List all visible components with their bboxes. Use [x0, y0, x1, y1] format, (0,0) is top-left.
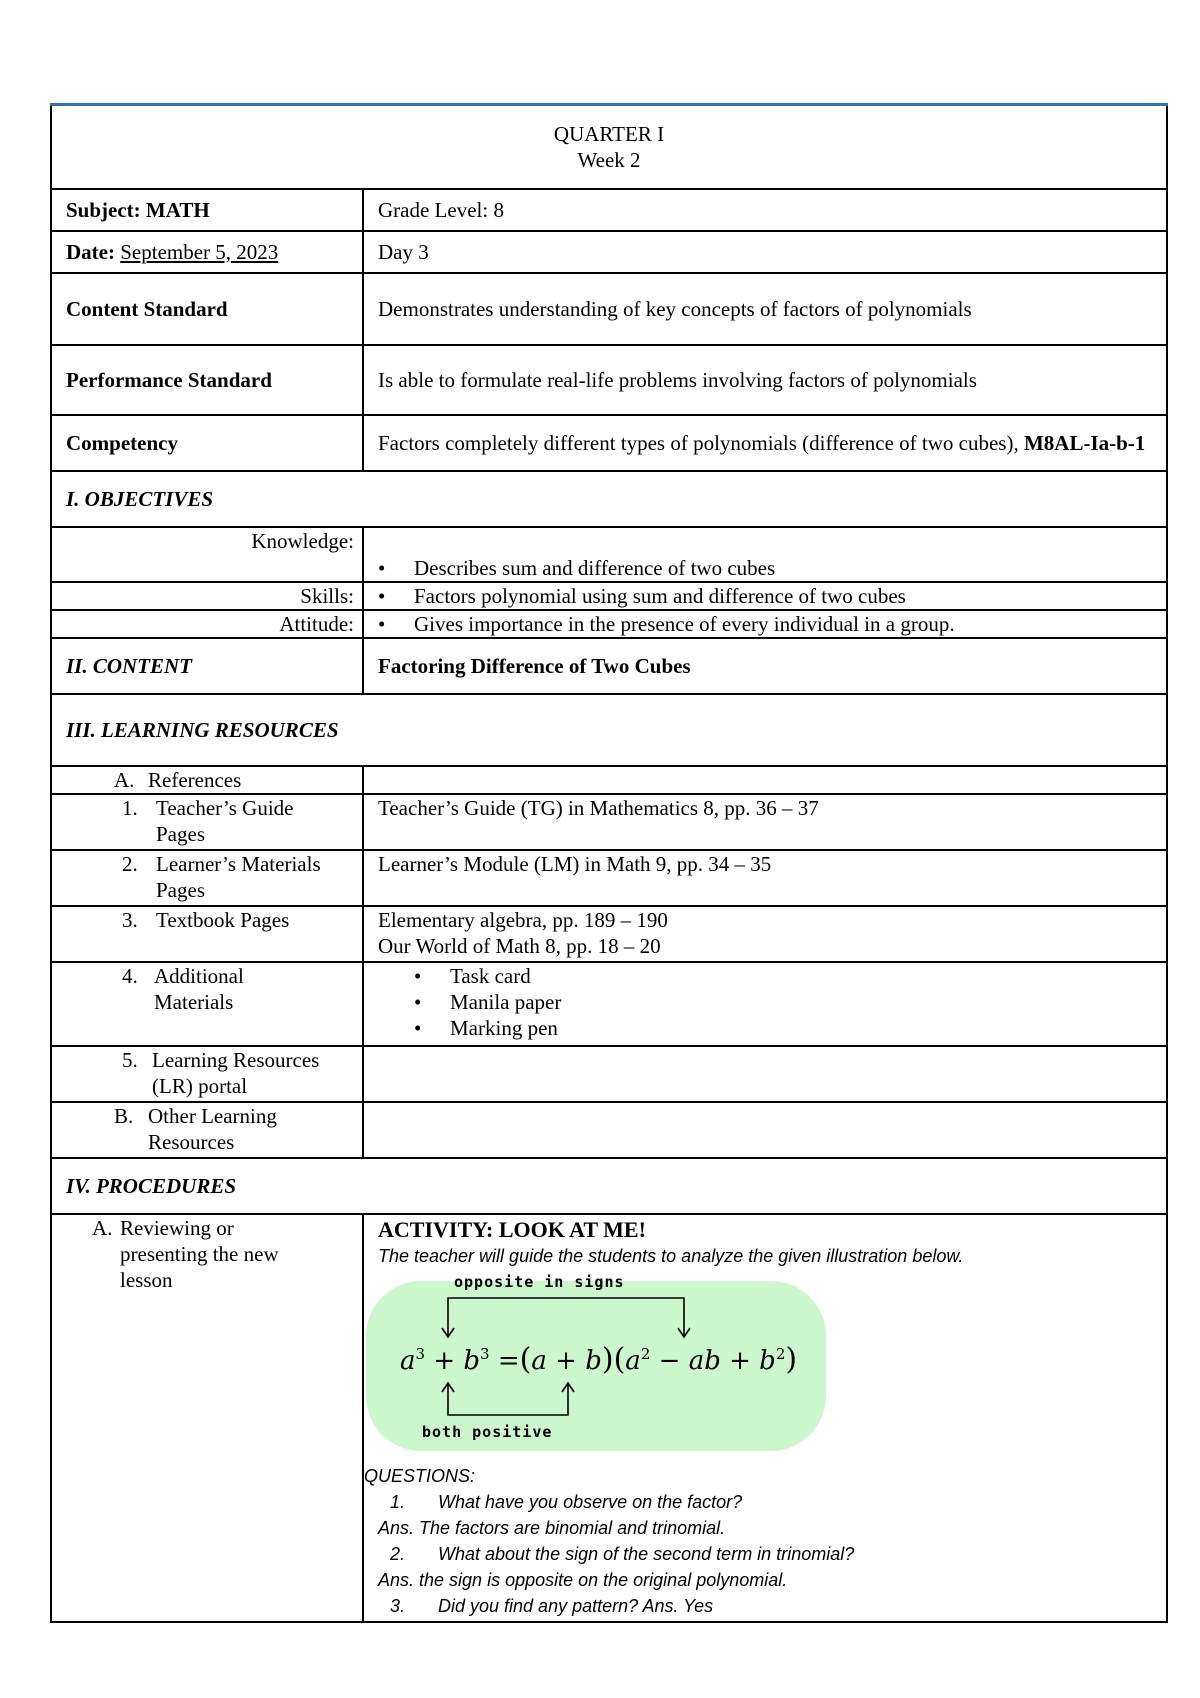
knowledge-item — [378, 555, 1152, 581]
bullet-icon: • — [414, 989, 422, 1014]
bullet-icon: • — [378, 611, 386, 636]
subject-row — [51, 189, 1167, 231]
content-standard-value: Demonstrates understanding of key concepts of factors of polynomials — [363, 273, 1167, 345]
subject-cell — [51, 189, 363, 231]
day-label: Day 3 — [363, 231, 1167, 273]
procedure-a-cell — [51, 1214, 363, 1622]
illustration-svg — [364, 1273, 828, 1453]
grade-level: Grade Level: 8 — [363, 189, 1167, 231]
activity-instruction: The teacher will guide the students to analyze the given illustration below. — [378, 1245, 964, 1266]
procedure-a-content — [363, 1214, 1167, 1622]
additional-item — [378, 963, 1152, 989]
attitude-label: Attitude: — [51, 610, 363, 638]
question-3 — [378, 1593, 1152, 1619]
procedures-heading-row — [51, 1158, 1167, 1214]
formula-text: $a^3 + b^3 =(a + b)(a^2$ − ab + $b^2$) — [400, 1341, 798, 1377]
textbook-cell-right — [363, 906, 1167, 962]
opposite-in-signs-label: opposite in signs — [454, 1272, 625, 1291]
other-resources-cell — [51, 1102, 363, 1158]
procedure-a-label: Reviewing or presenting the new lesson — [120, 1215, 279, 1292]
lesson-plan-table — [50, 103, 1168, 1623]
subject-label: Subject: — [66, 197, 141, 222]
references-num: A. — [114, 767, 135, 792]
resources-heading: III. LEARNING RESOURCES — [51, 694, 1167, 766]
lm-num: 2. — [122, 851, 138, 876]
lm-value: Learner’s Module (LM) in Math 9, pp. 34 – 35 — [363, 850, 1167, 906]
lm-cell — [51, 850, 363, 906]
competency-label: Competency — [51, 415, 363, 471]
performance-standard-value: Is able to formulate real-life problems involving factors of polynomials — [363, 345, 1167, 415]
lr-portal-label: Learning Resources (LR) portal — [152, 1047, 320, 1098]
knowledge-row — [51, 527, 1167, 582]
tg-cell — [51, 794, 363, 850]
header-row — [51, 105, 1167, 189]
question-1-num: 1. — [390, 1491, 406, 1512]
additional-item — [378, 1015, 1152, 1041]
bullet-icon: • — [378, 555, 386, 580]
both-positive-label: both positive — [422, 1422, 553, 1441]
procedure-a-num: A. — [92, 1215, 113, 1240]
lr-portal-row — [51, 1046, 1167, 1102]
other-resources-label: Other Learning Resources — [148, 1103, 277, 1154]
additional-item-text: Task card — [450, 963, 531, 988]
tg-value: Teacher’s Guide (TG) in Mathematics 8, pp. 36 – 37 — [363, 794, 1167, 850]
knowledge-cell — [363, 527, 1167, 582]
references-label: References — [148, 767, 242, 792]
additional-item — [378, 989, 1152, 1015]
header-cell — [51, 105, 1167, 189]
knowledge-label: Knowledge: — [51, 527, 363, 582]
subject-value: MATH — [145, 197, 210, 222]
additional-num: 4. — [122, 963, 138, 988]
other-resources-empty — [363, 1102, 1167, 1158]
bullet-icon: • — [414, 1015, 422, 1040]
attitude-text: Gives importance in the presence of every individual in a group. — [414, 611, 955, 636]
attitude-row — [51, 610, 1167, 638]
lr-portal-num: 5. — [122, 1047, 138, 1072]
textbook-value-2: Our World of Math 8, pp. 18 – 20 — [378, 933, 661, 958]
attitude-cell — [363, 610, 1167, 638]
date-row — [51, 231, 1167, 273]
content-row — [51, 638, 1167, 694]
textbook-label: Textbook Pages — [156, 907, 290, 932]
additional-label: Additional Materials — [154, 963, 244, 1014]
procedure-a-row — [51, 1214, 1167, 1622]
question-1 — [378, 1489, 1152, 1515]
knowledge-text: Describes sum and difference of two cubes — [414, 555, 776, 580]
skills-text: Factors polynomial using sum and difference of two cubes — [414, 583, 906, 608]
lm-row — [51, 850, 1167, 906]
week-label: Week 2 — [577, 147, 641, 172]
skills-cell — [363, 582, 1167, 610]
activity-title: ACTIVITY: LOOK AT ME! — [378, 1216, 646, 1242]
competency-row — [51, 415, 1167, 471]
question-1-text: What have you observe on the factor? — [438, 1491, 743, 1512]
competency-code: M8AL-Ia-b-1 — [1023, 430, 1146, 455]
skills-row — [51, 582, 1167, 610]
references-cell — [51, 766, 363, 794]
question-3-text: Did you find any pattern? Ans. Yes — [438, 1595, 714, 1616]
tg-label: Teacher’s Guide Pages — [156, 795, 294, 846]
competency-cell — [363, 415, 1167, 471]
textbook-num: 3. — [122, 907, 138, 932]
tg-num: 1. — [122, 795, 138, 820]
performance-standard-label: Performance Standard — [51, 345, 363, 415]
content-heading: II. CONTENT — [51, 638, 363, 694]
references-empty — [363, 766, 1167, 794]
questions-label: QUESTIONS: — [364, 1465, 476, 1486]
factoring-illustration — [364, 1273, 828, 1453]
attitude-item — [378, 611, 1152, 637]
tg-row — [51, 794, 1167, 850]
textbook-row — [51, 906, 1167, 962]
quarter-title: QUARTER I — [553, 121, 665, 146]
bullet-icon: • — [378, 583, 386, 608]
answer-2: Ans. the sign is opposite on the original polynomial. — [378, 1569, 788, 1590]
question-2-text: What about the sign of the second term in trinomial? — [438, 1543, 855, 1564]
objectives-heading-row — [51, 471, 1167, 527]
additional-item-text: Marking pen — [450, 1015, 558, 1040]
competency-value: Factors completely different types of polynomials (difference of two cubes), — [378, 430, 1019, 455]
additional-list — [363, 962, 1167, 1046]
date-value: September 5, 2023 — [120, 239, 279, 264]
question-3-num: 3. — [390, 1595, 406, 1616]
question-2-num: 2. — [390, 1543, 406, 1564]
procedures-heading: IV. PROCEDURES — [51, 1158, 1167, 1214]
content-standard-row — [51, 273, 1167, 345]
skills-item — [378, 583, 1152, 609]
other-resources-num: B. — [114, 1103, 134, 1128]
references-row — [51, 766, 1167, 794]
other-resources-row — [51, 1102, 1167, 1158]
resources-heading-row — [51, 694, 1167, 766]
textbook-cell — [51, 906, 363, 962]
performance-standard-row — [51, 345, 1167, 415]
bullet-icon: • — [414, 963, 422, 988]
additional-cell — [51, 962, 363, 1046]
date-cell — [51, 231, 363, 273]
additional-row — [51, 962, 1167, 1046]
objectives-heading: I. OBJECTIVES — [51, 471, 1167, 527]
lr-portal-cell — [51, 1046, 363, 1102]
answer-1: Ans. The factors are binomial and trinomial. — [378, 1517, 726, 1538]
question-2 — [378, 1541, 1152, 1567]
lr-portal-empty — [363, 1046, 1167, 1102]
content-value: Factoring Difference of Two Cubes — [363, 638, 1167, 694]
textbook-value-1: Elementary algebra, pp. 189 – 190 — [378, 907, 668, 932]
content-standard-label: Content Standard — [51, 273, 363, 345]
date-label: Date: — [66, 239, 115, 264]
skills-label: Skills: — [51, 582, 363, 610]
additional-item-text: Manila paper — [450, 989, 562, 1014]
lm-label: Learner’s Materials Pages — [156, 851, 321, 902]
